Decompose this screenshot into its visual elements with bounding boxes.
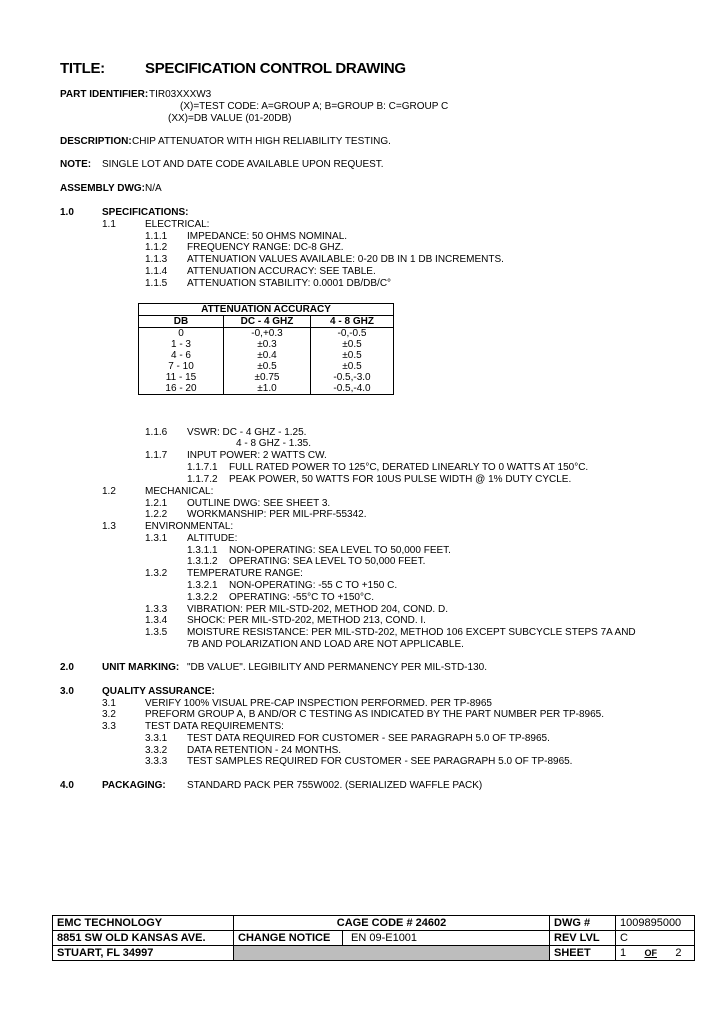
item-num: 1.1.5 [145,278,168,289]
description-label: DESCRIPTION: [60,136,132,147]
item-num: 1.3.5 [145,627,168,638]
table-cell: ±0.4 [224,350,311,361]
item-text: IMPEDANCE: 50 OHMS NOMINAL. [187,231,348,242]
section-heading: QUALITY ASSURANCE: [102,686,215,697]
subitem-text: FULL RATED POWER TO 125°C, DERATED LINEARLY TO 0 WATTS AT 150°C. [229,462,589,473]
change-notice-label: CHANGE NOTICE [234,931,343,946]
item-text: VIBRATION: PER MIL-STD-202, METHOD 204, COND. D. [187,604,448,615]
subitem-num: 1.1.7.1 [187,462,218,473]
dwg-number: 1009895000 [616,916,695,931]
section-num: 3.0 [60,686,74,697]
table-row [139,350,394,361]
note-label: NOTE: [60,159,92,170]
table-cell: ±1.0 [224,383,311,395]
section-heading: PACKAGING: [102,780,166,791]
subitem-num: 3.3.3 [145,756,168,767]
item-num: 1.1.7 [145,450,168,461]
item-text: ATTENUATION ACCURACY: SEE TABLE. [187,266,376,277]
company-name: EMC TECHNOLOGY [53,916,234,931]
sheet-value [616,946,695,961]
subsection-num: 1.2 [102,486,116,497]
table-header: DC - 4 GHZ [224,316,311,328]
company-address-1: 8851 SW OLD KANSAS AVE. [53,931,234,946]
change-notice-value: EN 09-E1001 [343,931,550,946]
item-num: 1.1.6 [145,427,168,438]
subitem-text: DATA RETENTION - 24 MONTHS. [187,745,342,756]
page-title: SPECIFICATION CONTROL DRAWING [145,60,406,77]
item-text: SHOCK: PER MIL-STD-202, METHOD 213, COND. I. [187,615,426,626]
subitem-num: 1.3.1.1 [187,545,218,556]
section-heading: SPECIFICATIONS: [102,207,189,218]
item-text-continued: 7B AND POLARIZATION AND LOAD ARE NOT APPLICABLE. [187,639,464,650]
subitem-text: OPERATING: SEA LEVEL TO 50,000 FEET. [229,556,426,567]
item-num: 3.2 [102,709,116,720]
item-num: 1.1.3 [145,254,168,265]
rev-lvl-value: C [616,931,695,946]
table-cell: ±0.5 [311,339,394,350]
table-cell: 1 - 3 [139,339,224,350]
item-text: TEMPERATURE RANGE: [187,568,303,579]
item-num: 1.1.4 [145,266,168,277]
table-cell: 0 [139,328,224,340]
subitem-num: 1.1.7.2 [187,474,218,485]
table-cell: -0.5,-3.0 [311,372,394,383]
sheet-of: OF [644,948,657,958]
dwg-label: DWG # [550,916,616,931]
part-identifier-label: PART IDENTIFIER: [60,89,149,100]
item-num: 1.2.1 [145,498,168,509]
table-cell: -0.5,-4.0 [311,383,394,395]
title-label: TITLE: [60,60,105,77]
grey-fill-cell [234,946,550,961]
section-heading: UNIT MARKING: [102,662,180,673]
section-num: 1.0 [60,207,74,218]
item-num: 1.3.1 [145,533,168,544]
item-num: 1.2.2 [145,509,168,520]
table-row [139,372,394,383]
table-cell: 4 - 6 [139,350,224,361]
assembly-dwg-label: ASSEMBLY DWG: [60,183,146,194]
sheet-number: 1 [620,947,627,959]
subitem-num: 1.3.2.2 [187,592,218,603]
subitem-num: 1.3.2.1 [187,580,218,591]
table-row [139,328,394,340]
subitem-text: PEAK POWER, 50 WATTS FOR 10US PULSE WIDTH @ 1% DUTY CYCLE. [229,474,572,485]
item-num: 1.1.2 [145,242,168,253]
section-text: STANDARD PACK PER 755W002. (SERIALIZED WAFFLE PACK) [187,780,483,791]
table-cell: -0,-0.5 [311,328,394,340]
table-row [139,339,394,350]
item-text: OUTLINE DWG: SEE SHEET 3. [187,498,331,509]
note-value: SINGLE LOT AND DATE CODE AVAILABLE UPON REQUEST. [102,159,384,170]
attenuation-table [138,303,394,395]
table-cell: ±0.5 [224,361,311,372]
item-num: 3.1 [102,698,116,709]
table-cell: ±0.5 [311,350,394,361]
vswr-line1: VSWR: DC - 4 GHZ - 1.25. [187,427,307,438]
table-header: 4 - 8 GHZ [311,316,394,328]
subsection-heading: MECHANICAL: [145,486,214,497]
item-num: 1.1.1 [145,231,168,242]
table-cell: 11 - 15 [139,372,224,383]
table-title: ATTENUATION ACCURACY [139,304,394,316]
section-text: "DB VALUE". LEGIBILITY AND PERMANENCY PER MIL-STD-130. [187,662,487,673]
title-block [52,915,695,961]
table-header: DB [139,316,224,328]
item-num: 3.3 [102,721,116,732]
part-identifier-line2: (XX)=DB VALUE (01-20DB) [168,113,292,124]
subsection-num: 1.3 [102,521,116,532]
table-cell: ±0.5 [311,361,394,372]
subsection-num: 1.1 [102,219,116,230]
item-text: ALTITUDE: [187,533,238,544]
part-identifier-line1: (X)=TEST CODE: A=GROUP A; B=GROUP B: C=GROUP C [180,101,449,112]
table-row [139,361,394,372]
item-num: 1.3.2 [145,568,168,579]
subsection-heading: ELECTRICAL: [145,219,210,230]
item-text: PREFORM GROUP A, B AND/OR C TESTING AS INDICATED BY THE PART NUMBER PER TP-8965. [145,709,604,720]
table-cell: ±0.75 [224,372,311,383]
table-cell: 16 - 20 [139,383,224,395]
item-num: 1.3.3 [145,604,168,615]
item-text: MOISTURE RESISTANCE: PER MIL-STD-202, METHOD 106 EXCEPT SUBCYCLE STEPS 7A AND [187,627,636,638]
subitem-text: NON-OPERATING: SEA LEVEL TO 50,000 FEET. [229,545,451,556]
item-text: VERIFY 100% VISUAL PRE-CAP INSPECTION PERFORMED. PER TP-8965 [145,698,492,709]
table-row [139,383,394,395]
subitem-num: 3.3.2 [145,745,168,756]
subitem-text: OPERATING: -55°C TO +150°C. [229,592,374,603]
subitem-num: 3.3.1 [145,733,168,744]
subitem-text: TEST DATA REQUIRED FOR CUSTOMER - SEE PARAGRAPH 5.0 OF TP-8965. [187,733,550,744]
description-value: CHIP ATTENUATOR WITH HIGH RELIABILITY TESTING. [132,136,391,147]
item-text: TEST DATA REQUIREMENTS: [145,721,284,732]
rev-lvl-label: REV LVL [550,931,616,946]
subitem-text: NON-OPERATING: -55 C TO +150 C. [229,580,398,591]
table-cell: -0,+0.3 [224,328,311,340]
sheet-label: SHEET [550,946,616,961]
assembly-dwg-value: N/A [145,183,162,194]
cage-code: CAGE CODE # 24602 [234,916,550,931]
item-text: ATTENUATION STABILITY: 0.0001 DB/DB/C° [187,278,392,289]
item-text: WORKMANSHIP: PER MIL-PRF-55342. [187,509,367,520]
item-text: ATTENUATION VALUES AVAILABLE: 0-20 DB IN 1 DB INCREMENTS. [187,254,504,265]
part-identifier-value: TIR03XXXW3 [149,89,212,100]
subitem-text: TEST SAMPLES REQUIRED FOR CUSTOMER - SEE PARAGRAPH 5.0 OF TP-8965. [187,756,573,767]
sheet-total: 2 [675,947,682,959]
item-num: 1.3.4 [145,615,168,626]
item-text: INPUT POWER: 2 WATTS CW. [187,450,327,461]
table-cell: ±0.3 [224,339,311,350]
section-num: 2.0 [60,662,74,673]
subitem-num: 1.3.1.2 [187,556,218,567]
section-num: 4.0 [60,780,74,791]
company-address-2: STUART, FL 34997 [53,946,234,961]
table-cell: 7 - 10 [139,361,224,372]
item-text: FREQUENCY RANGE: DC-8 GHZ. [187,242,344,253]
vswr-line2: 4 - 8 GHZ - 1.35. [236,438,312,449]
subsection-heading: ENVIRONMENTAL: [145,521,234,532]
